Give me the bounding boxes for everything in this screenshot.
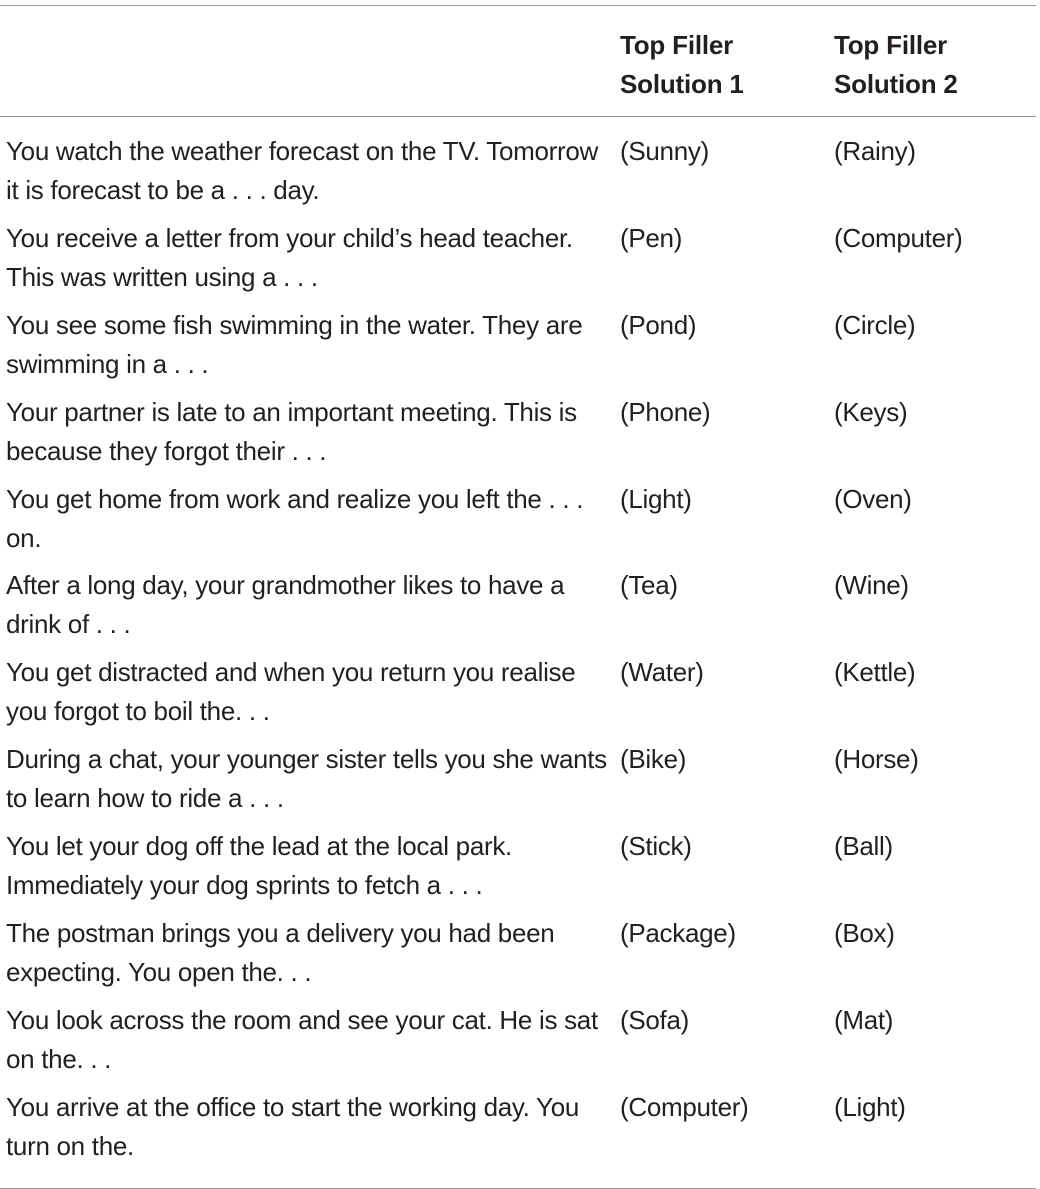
table-row [0, 1001, 1036, 1088]
table-row [0, 1088, 1036, 1175]
solution-2-cell: (Circle) [834, 309, 916, 340]
header-solution-1-line-2: Solution 1 [620, 69, 744, 99]
table-row [0, 393, 1036, 480]
solution-1-cell: (Water) [620, 657, 704, 688]
prompt-cell: You watch the weather forecast on the TV. Tomorrow it is forecast to be a . . . day. [6, 136, 599, 205]
solution-2-cell: (Box) [834, 918, 895, 949]
prompt-cell: You get distracted and when you return you realise you forgot to boil the. . . [6, 657, 576, 727]
table-row [0, 827, 1036, 914]
prompt-cell: The postman brings you a delivery you had been expecting. You open the. . . [6, 918, 555, 988]
header-solution-1-line-1: Top Filler [620, 30, 734, 60]
prompt-cell: You look across the room and see your cat. He is sat on the. . . [6, 1004, 598, 1074]
filler-solutions-table [0, 5, 1036, 1189]
table-row [0, 219, 1036, 306]
table-row [0, 306, 1036, 393]
table-row [0, 653, 1036, 740]
table-header-row [0, 6, 1036, 116]
solution-2-cell: (Kettle) [834, 657, 916, 688]
table-row [0, 566, 1036, 653]
solution-1-cell: (Sofa) [620, 1004, 690, 1035]
solution-1-cell: (Phone) [620, 396, 711, 427]
solution-2-cell: (Horse) [834, 744, 919, 775]
prompt-cell: You see some fish swimming in the water. They are swimming in a . . . [6, 309, 583, 379]
prompt-cell: You receive a letter from your child’s head teacher. This was written using a . . . [6, 222, 573, 292]
solution-1-cell: (Light) [620, 483, 692, 514]
solution-1-cell: (Pond) [620, 309, 697, 340]
solution-2-cell: (Rainy) [834, 136, 916, 166]
solution-2-cell: (Keys) [834, 396, 908, 427]
prompt-cell: You arrive at the office to start the working day. You turn on the. [6, 1091, 580, 1161]
prompt-cell: You let your dog off the lead at the local park. Immediately your dog sprints to fetch a . . . [6, 831, 512, 901]
prompt-cell: During a chat, your younger sister tells you she wants to learn how to ride a . . . [6, 744, 607, 814]
table-row [0, 914, 1036, 1001]
table-row [0, 740, 1036, 827]
header-solution-2 [834, 26, 958, 104]
solution-1-cell: (Computer) [620, 1091, 749, 1122]
solution-2-cell: (Mat) [834, 1004, 894, 1035]
solution-2-cell: (Computer) [834, 222, 963, 253]
table-row [0, 132, 1036, 219]
prompt-cell: Your partner is late to an important meeting. This is because they forgot their . . . [6, 396, 577, 466]
table-row [0, 480, 1036, 567]
header-solution-1 [620, 26, 744, 104]
solution-2-cell: (Ball) [834, 831, 893, 862]
prompt-cell: After a long day, your grandmother likes to have a drink of . . . [6, 570, 565, 640]
solution-1-cell: (Package) [620, 918, 736, 949]
header-solution-2-line-1: Top Filler [834, 30, 948, 60]
solution-2-cell: (Oven) [834, 483, 912, 514]
solution-1-cell: (Sunny) [620, 136, 709, 166]
table-body [0, 117, 1036, 1188]
solution-1-cell: (Pen) [620, 222, 683, 253]
solution-2-cell: (Wine) [834, 570, 909, 601]
solution-1-cell: (Bike) [620, 744, 687, 775]
solution-1-cell: (Tea) [620, 570, 678, 601]
solution-1-cell: (Stick) [620, 831, 692, 862]
header-solution-2-line-2: Solution 2 [834, 69, 958, 99]
solution-2-cell: (Light) [834, 1091, 906, 1122]
prompt-cell: You get home from work and realize you left the . . . on. [6, 483, 584, 553]
